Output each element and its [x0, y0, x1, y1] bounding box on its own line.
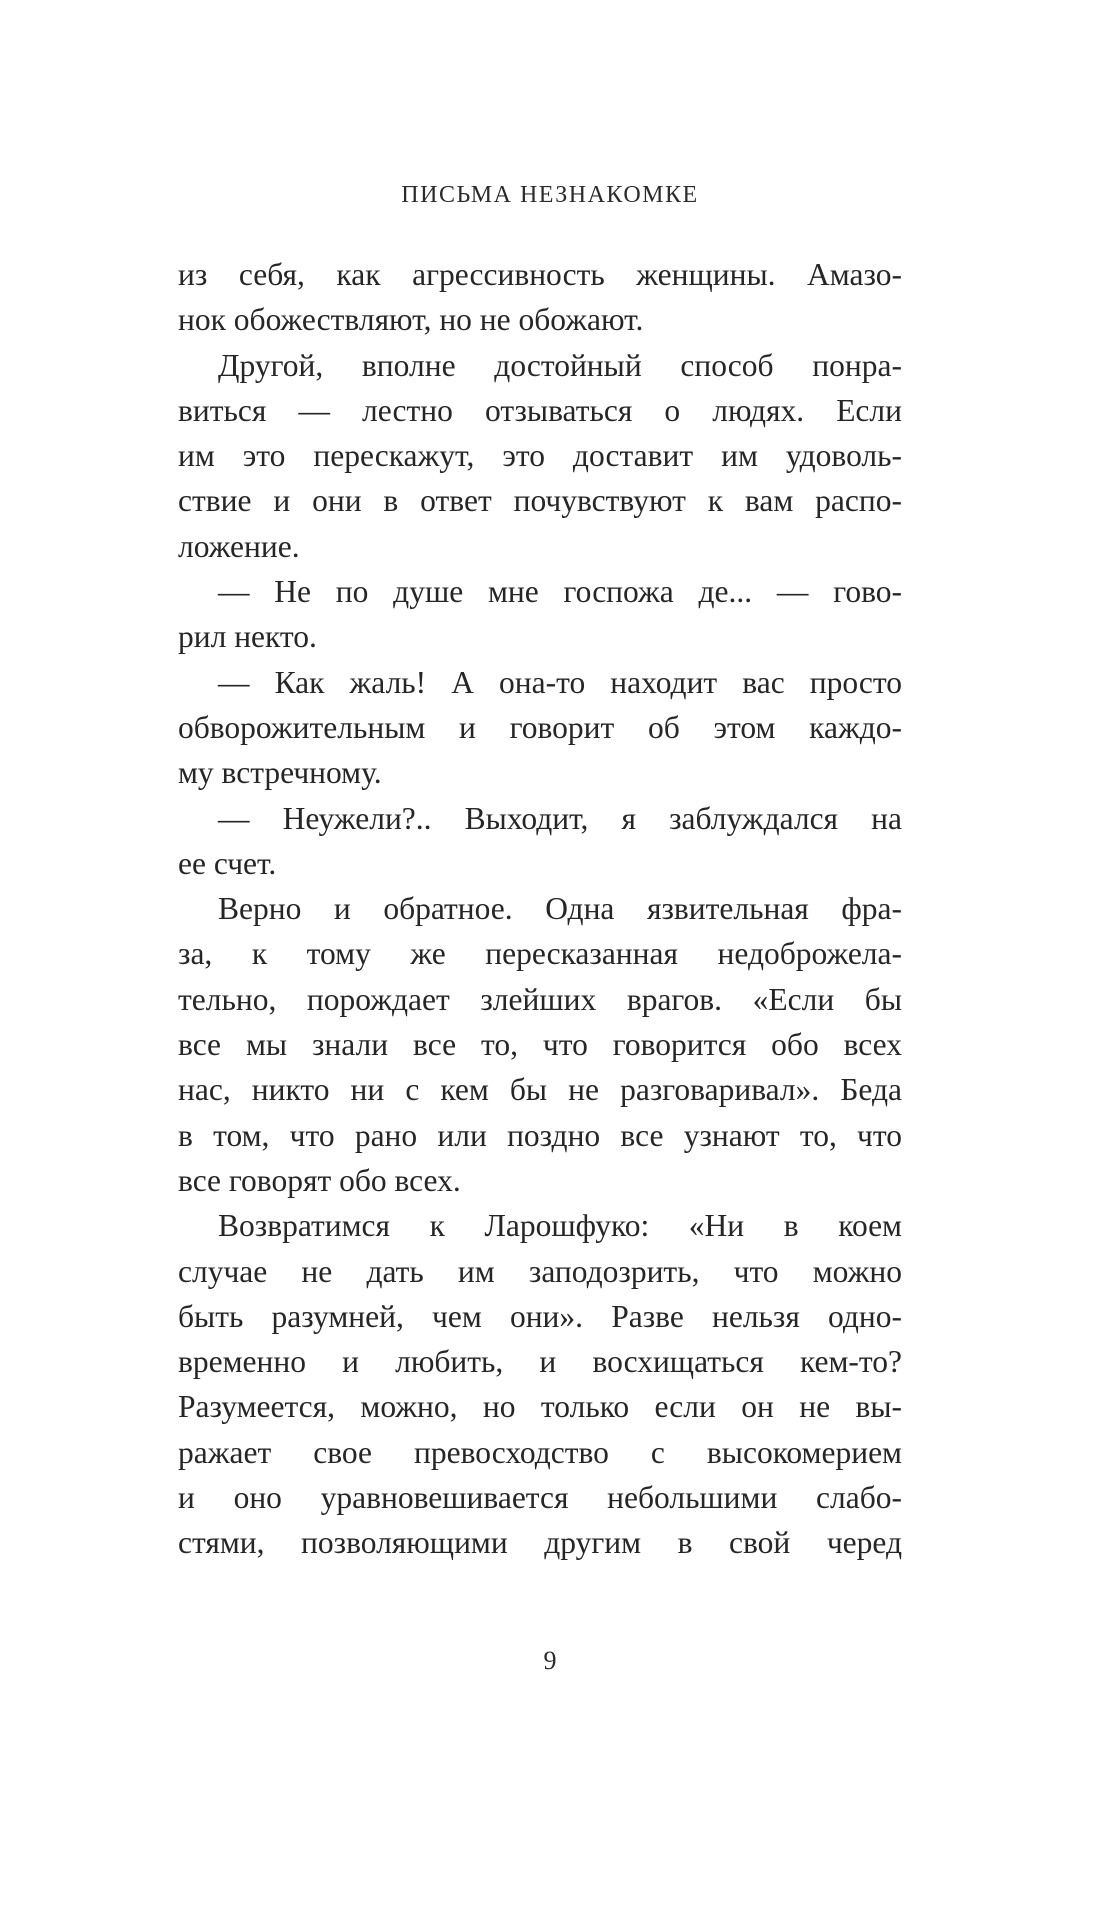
- text-line: все говорят обо всех.: [178, 1162, 461, 1198]
- text-line: ражает свое превосходство с высокомерием: [178, 1434, 902, 1470]
- body-text: [178, 252, 902, 1566]
- text-line: за, к тому же пересказанная недоброжела-: [178, 936, 902, 972]
- text-line: и оно уравновешивается небольшими слабо-: [178, 1480, 902, 1516]
- text-line: виться — лестно отзываться о людях. Если: [178, 392, 902, 428]
- text-line: в том, что рано или поздно все узнают то, что: [178, 1117, 902, 1153]
- text-line: тельно, порождает злейших врагов. «Если бы: [178, 981, 902, 1017]
- text-line: случае не дать им заподозрить, что можно: [178, 1253, 902, 1289]
- text-line: Возвратимся к Ларошфуко: «Ни в коем: [218, 1208, 902, 1244]
- text-line: Разумеется, можно, но только если он не вы-: [178, 1389, 902, 1425]
- text-line: ствие и они в ответ почувствуют к вам распо-: [178, 483, 902, 519]
- running-head: ПИСЬМА НЕЗНАКОМКЕ: [401, 182, 699, 208]
- text-line: — Не по душе мне госпожа де... — гово-: [218, 574, 902, 610]
- text-line: ее счет.: [178, 845, 277, 881]
- text-line: обворожительным и говорит об этом каждо-: [178, 709, 902, 745]
- page-number: 9: [543, 1646, 557, 1675]
- text-line: из себя, как агрессивность женщины. Амазо-: [178, 257, 902, 292]
- text-line: ложение.: [178, 528, 300, 564]
- text-line: стями, позволяющими другим в свой черед: [178, 1525, 902, 1561]
- text-line: Верно и обратное. Одна язвительная фра-: [218, 891, 902, 927]
- text-line: все мы знали все то, что говорится обо всех: [178, 1027, 902, 1063]
- text-line: им это перескажут, это доставит им удоволь-: [178, 438, 902, 474]
- text-line: быть разумней, чем они». Разве нельзя одно-: [178, 1298, 902, 1334]
- text-line: нок обожествляют, но не обожают.: [178, 302, 644, 338]
- text-line: Другой, вполне достойный способ понра-: [218, 347, 902, 383]
- text-line: — Неужели?.. Выходит, я заблуждался на: [218, 800, 902, 836]
- text-line: — Как жаль! А она-то находит вас просто: [218, 664, 902, 700]
- text-line: временно и любить, и восхищаться кем-то?: [178, 1344, 902, 1380]
- text-line: му встречному.: [178, 755, 382, 791]
- text-line: рил некто.: [178, 619, 317, 655]
- text-line: нас, никто ни с кем бы не разговаривал». Беда: [178, 1072, 902, 1108]
